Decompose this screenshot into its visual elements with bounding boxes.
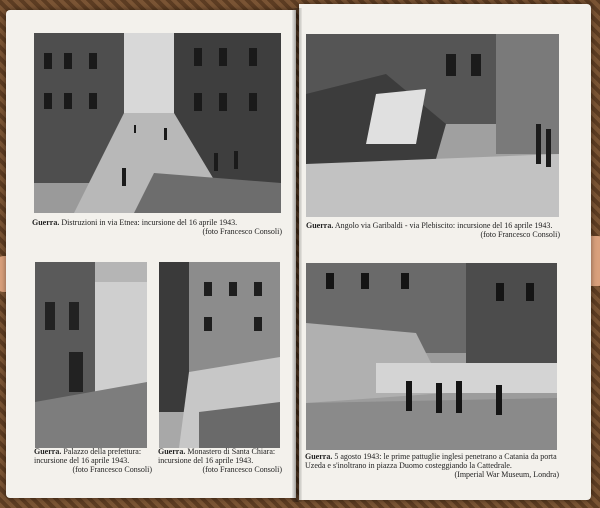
caption-via-etnea bbox=[32, 218, 282, 236]
caption-text: Distruzioni in via Etnea: incursione del 16 aprile 1943. bbox=[61, 218, 238, 227]
caption-text: Palazzo della prefettura: incursione del 16 aprile 1943. bbox=[34, 447, 142, 465]
photo-palazzo-prefettura bbox=[35, 262, 147, 448]
photo-via-etnea bbox=[34, 33, 281, 213]
photo-piazza-duomo bbox=[306, 263, 557, 450]
caption-label: Guerra. bbox=[305, 452, 333, 461]
caption-text: Monastero di Santa Chiara: incursione del 16 aprile 1943. bbox=[158, 447, 276, 465]
caption-label: Guerra. bbox=[32, 218, 60, 227]
caption-credit: (foto Francesco Consoli) bbox=[202, 465, 282, 474]
caption-text: Angolo via Garibaldi - via Plebiscito: incursione del 16 aprile 1943. bbox=[334, 221, 553, 230]
caption-text: 5 agosto 1943: le prime pattuglie inglesi penetrano a Catania da porta Uzeda e s'inoltrano in piazza Duomo costeggiando la Cattedrale. bbox=[305, 452, 557, 470]
caption-label: Guerra. bbox=[158, 447, 186, 456]
caption-palazzo-prefettura bbox=[34, 447, 152, 474]
caption-label: Guerra. bbox=[306, 221, 334, 230]
photo-santa-chiara bbox=[159, 262, 280, 448]
book-gutter bbox=[292, 8, 302, 502]
caption-piazza-duomo bbox=[305, 452, 559, 479]
photo-via-garibaldi bbox=[306, 34, 559, 217]
caption-credit: (Imperial War Museum, Londra) bbox=[454, 470, 559, 479]
caption-credit: (foto Francesco Consoli) bbox=[480, 230, 560, 239]
caption-credit: (foto Francesco Consoli) bbox=[72, 465, 152, 474]
caption-credit: (foto Francesco Consoli) bbox=[202, 227, 282, 236]
caption-santa-chiara bbox=[158, 447, 282, 474]
caption-label: Guerra. bbox=[34, 447, 62, 456]
caption-via-garibaldi bbox=[306, 221, 560, 239]
